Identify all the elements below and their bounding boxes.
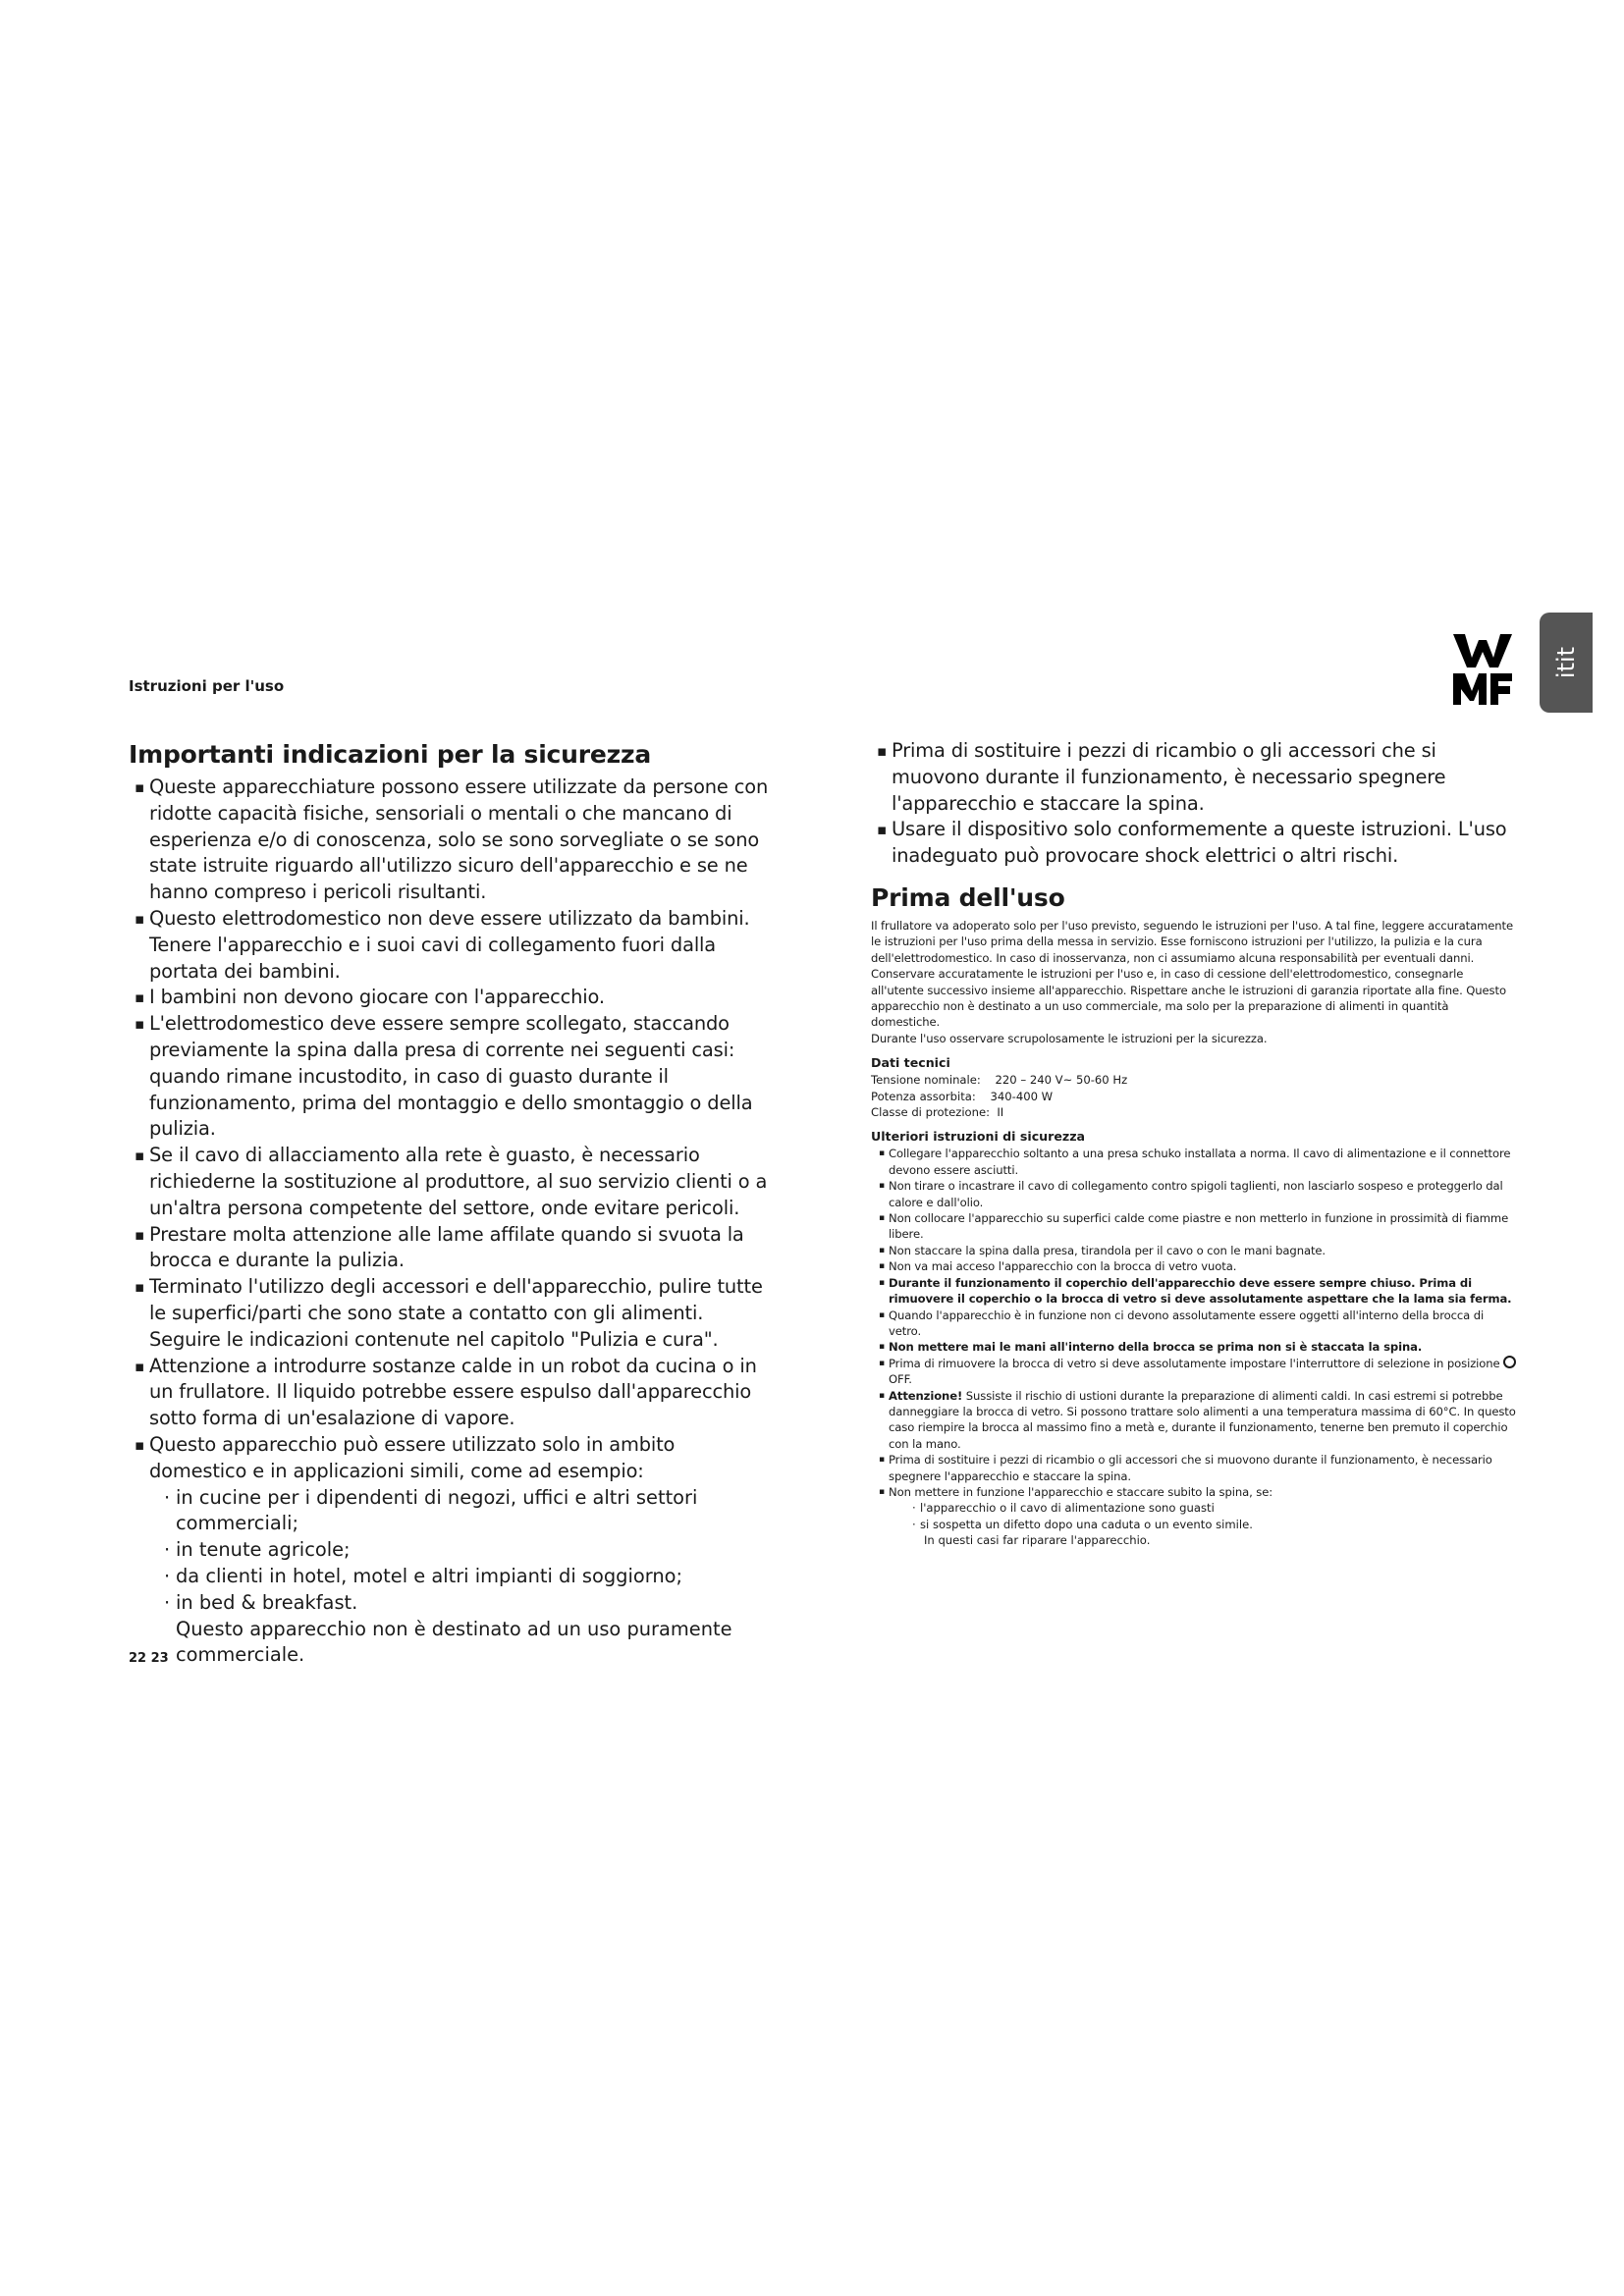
list-item: ▪ Se il cavo di allacciamento alla rete è guasto, è necessario richiederne la sostituzione al produttore, al suo servizio clienti o a un'altra persona competente del settore, onde evitare pericoli. [129, 1143, 777, 1221]
safety-list [129, 774, 777, 1485]
list-item: ▪ Non staccare la spina dalla presa, tirandola per il cavo o con le mani bagnate. [871, 1243, 1519, 1258]
list-item: ▪ I bambini non devono giocare con l'apparecchio. [129, 985, 777, 1011]
spec-value: 220 – 240 V~ 50-60 Hz [995, 1073, 1128, 1088]
list-item: ▪ Non tirare o incastrare il cavo di collegamento contro spigoli taglienti, non lasciarlo sospeso e proteggerlo dal calore e dall'olio. [871, 1178, 1519, 1210]
list-item: ▪ Non mettere in funzione l'apparecchio e staccare subito la spina, se: [871, 1484, 1519, 1500]
right-column [871, 738, 1519, 1549]
spec-row [871, 1089, 1519, 1104]
list-item: ▪ Prima di sostituire i pezzi di ricambio o gli accessori che si muovono durante il funzionamento, è necessario spegnere l'apparecchio e staccare la spina. [871, 1452, 1519, 1484]
list-item: · in tenute agricole; [164, 1537, 777, 1564]
language-tab [1540, 613, 1593, 713]
list-item: ▪ Quando l'apparecchio è in funzione non ci devono assolutamente essere oggetti all'interno della brocca di vetro. [871, 1308, 1519, 1340]
list-item: ▪ Questo elettrodomestico non deve essere utilizzato da bambini. Tenere l'apparecchio e i suoi cavi di collegamento fuori dalla portata dei bambini. [129, 906, 777, 985]
spec-label: Potenza assorbita: [871, 1089, 976, 1103]
spec-row [871, 1104, 1519, 1120]
attention-text: Sussiste il rischio di ustioni durante la preparazione di alimenti caldi. In casi estremi si potrebbe danneggiare la brocca di vetro. Si possono trattare solo alimenti a una temperatura massima di 60°C. In questo caso riempire la brocca al massimo fino a metà e, durante il funzionamento, tenerne ben premuto il coperchio con la mano. [889, 1388, 1516, 1451]
list-item: · l'apparecchio o il cavo di alimentazione sono guasti [912, 1500, 1519, 1516]
list-item: · da clienti in hotel, motel e altri impianti di soggiorno; [164, 1564, 777, 1590]
list-item: ▪ Prima di sostituire i pezzi di ricambio o gli accessori che si muovono durante il funzionamento, è necessario spegnere l'apparecchio e staccare la spina. [871, 738, 1519, 817]
safety-title: Importanti indicazioni per la sicurezza [129, 740, 652, 769]
repair-conditions-list [871, 1500, 1519, 1532]
usage-examples-list [129, 1485, 777, 1617]
further-safety-title: Ulteriori istruzioni di sicurezza [871, 1129, 1086, 1145]
list-item: ▪ Terminato l'utilizzo degli accessori e dell'apparecchio, pulire tutte le superfici/parti che sono state a contatto con gli alimenti. Seguire le indicazioni contenute nel capitolo "Pulizia e cura". [129, 1274, 777, 1353]
further-safety-list [871, 1146, 1519, 1500]
wmf-logo [1453, 634, 1512, 705]
spec-value: 340-400 W [990, 1089, 1054, 1103]
list-item: · in bed & breakfast. [164, 1590, 777, 1617]
left-column [129, 740, 777, 1669]
list-item: ▪ Questo apparecchio può essere utilizzato solo in ambito domestico e in applicazioni simili, come ad esempio: [129, 1432, 777, 1485]
spec-label: Tensione nominale: [871, 1073, 981, 1088]
list-item: ▪ L'elettrodomestico deve essere sempre scollegato, staccando previamente la spina dalla presa di corrente nei seguenti casi: quando rimane incustodito, in caso di guasto durante il funzionamento, prima del montaggio e dello smontaggio o della pulizia. [129, 1011, 777, 1143]
before-use-intro-2: Durante l'uso osservare scrupolosamente le istruzioni per la sicurezza. [871, 1031, 1268, 1045]
list-item: · in cucine per i dipendenti di negozi, uffici e altri settori commerciali; [164, 1485, 777, 1538]
list-item: ▪ Non mettere mai le mani all'interno della brocca se prima non si è staccata la spina. [871, 1339, 1519, 1355]
technical-data-title: Dati tecnici [871, 1055, 950, 1071]
list-item [871, 1388, 1519, 1453]
list-item: ▪ Queste apparecchiature possono essere utilizzate da persone con ridotte capacità fisiche, sensoriali o mentali o che mancano di esperienza e/o di conoscenza, solo se sono sorvegliate o se sono state istruite riguardo all'utilizzo sicuro dell'apparecchio e se ne hanno compreso i pericoli risultanti. [129, 774, 777, 906]
technical-data [871, 1072, 1519, 1120]
header-label: Istruzioni per l'uso [129, 677, 285, 695]
page-numbers: 22 23 [129, 1651, 169, 1666]
list-item: ▪ Collegare l'apparecchio soltanto a una presa schuko installata a norma. Il cavo di alimentazione e il connettore devono essere asciutti. [871, 1146, 1519, 1178]
list-item: ▪ Durante il funzionamento il coperchio dell'apparecchio deve essere sempre chiuso. Prima di rimuovere il coperchio o la brocca di vetro si deve assolutamente aspettare che la lama sia ferma. [871, 1275, 1519, 1308]
off-symbol-icon [1503, 1356, 1516, 1368]
language-code: itit [1552, 646, 1580, 679]
selector-instruction: Prima di rimuovere la brocca di vetro si deve assolutamente impostare l'interruttore di selezione in posizione [889, 1356, 1500, 1370]
repair-note: In questi casi far riparare l'apparecchio. [924, 1533, 1151, 1548]
list-item: · si sospetta un difetto dopo una caduta o un evento simile. [912, 1517, 1519, 1532]
list-item [871, 1356, 1519, 1388]
spec-row [871, 1072, 1519, 1088]
before-use-title: Prima dell'uso [871, 882, 1065, 912]
attention-label: Attenzione! [889, 1388, 963, 1403]
spec-value: II [997, 1105, 1004, 1120]
list-item: ▪ Non collocare l'apparecchio su superfici calde come piastre e non metterlo in funzione in prossimità di fiamme libere. [871, 1210, 1519, 1243]
off-label: OFF. [889, 1372, 912, 1387]
safety-list-continued [871, 738, 1519, 870]
list-item: ▪ Usare il dispositivo solo conformemente a queste istruzioni. L'uso inadeguato può provocare shock elettrici o altri rischi. [871, 817, 1519, 870]
list-item: ▪ Non va mai acceso l'apparecchio con la brocca di vetro vuota. [871, 1258, 1519, 1274]
before-use-intro: Il frullatore va adoperato solo per l'uso previsto, seguendo le istruzioni per l'uso. A tal fine, leggere accuratamente le istruzioni per l'uso prima della messa in servizio. Esse forniscono istruzioni per l'utilizzo, la pulizia e la cura dell'elettrodomestico. In caso di inosservanza, non ci assumiamo alcuna responsabilità per eventuali danni. Conservare accuratamente le istruzioni per l'uso e, in caso di cessione dell'elettrodomestico, consegnarle all'utente successivo insieme all'apparecchio. Rispettare anche le istruzioni di garanzia riportate alla fine. Questo apparecchio non è destinato a un uso commerciale, ma solo per la preparazione di alimenti in quantità domestiche. [871, 918, 1513, 1030]
list-item: ▪ Prestare molta attenzione alle lame affilate quando si svuota la brocca e durante la pulizia. [129, 1222, 777, 1275]
spec-label: Classe di protezione: [871, 1105, 991, 1120]
list-item: ▪ Attenzione a introdurre sostanze calde in un robot da cucina o in un frullatore. Il liquido potrebbe essere espulso dall'apparecchio sotto forma di un'esalazione di vapore. [129, 1354, 777, 1432]
commercial-use-note: Questo apparecchio non è destinato ad un uso puramente commerciale. [176, 1617, 732, 1667]
